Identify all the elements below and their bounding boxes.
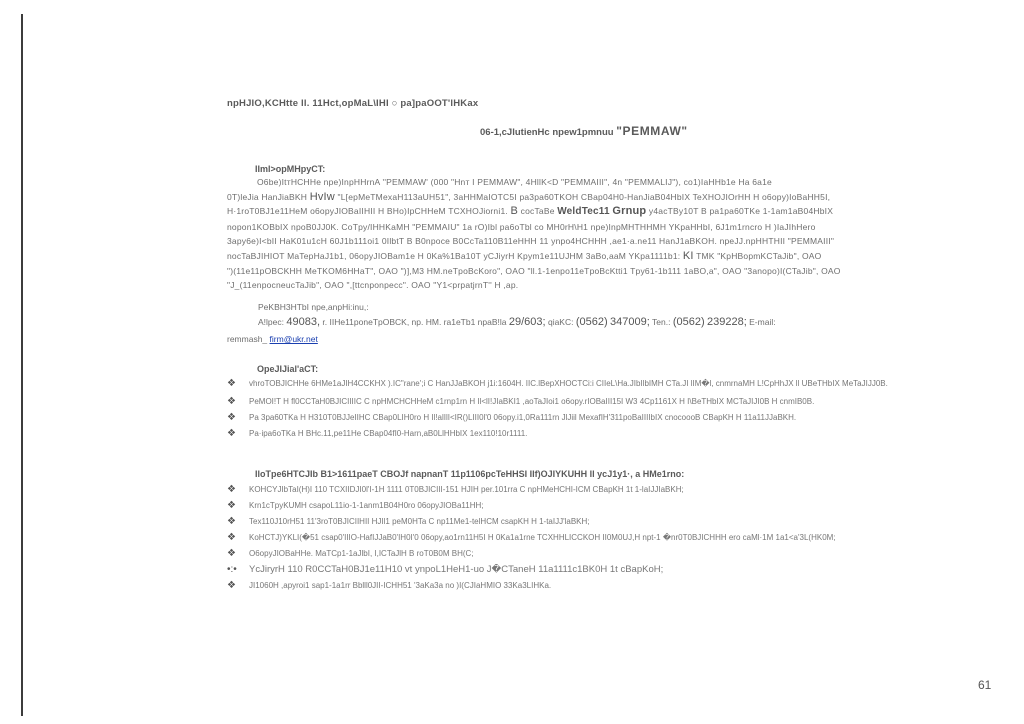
bullet-icon: ❖ <box>227 412 236 423</box>
bullet-icon: ❖ <box>227 532 236 543</box>
services-list <box>227 484 997 592</box>
list-item: ❖ vhroTOBJICHHe 6HMe1aJIH4CCKHX ).IC"rane';i C HanJJaBKOH j1i:1604H. IIC.lBepXHOCTCi:i CIIeL\Ha.JIbIlbIMH CTa.JI lIM�l, cnmrnaMH L!CpHhJX ll UBeTHbIX MeTaJIJJ0B. <box>227 378 888 389</box>
company-title <box>480 124 688 138</box>
para-line: H·1roT0BJ1e11HeM o6opyJIOBaIIHII H BHo)IpCHHeM TCXHOJiorni1. B cocTaBe WeldTec11 Grnup y4acTBy10T B pa1pa60TKe 1-1am1aB04HbIX <box>227 205 834 218</box>
section-services-heading: IloTpe6HTCJIb B1>1611paeT CBOJf napnanT 11p1106pcTeHHSI IIf)OJIYKUHH ll ycJ1y1·, a HMe1rno: <box>255 469 685 479</box>
para-line: nocTaBJIHIOT MaTepHaJ1b1, 06opyJIOBam1e H 0Ka%1Ba10T yCJiyrH Kpym1e11UJHM 3aBo,aaM YKpa1111b1: KI TMK "KpHBopmKCTaJib", OAO <box>227 249 822 262</box>
page-heading: npHJIO,KCHtte ll. 11Hct,opMaL\IHI ○ pa]paOOT'lHKax <box>227 98 479 109</box>
list-item: •:• YcJiryrH 110 R0CCTaH0BJ1e11H10 vt ynpoL1HeH1-uo J�CTaneH 11a1111c1BK0H 1t cBapKoH; <box>227 564 664 575</box>
list-item: ❖ Pa·ipa6oTKa H BHc.11,pe11He CBap04fI0-Harn,aB0LlHHbIX 1ex110!10r1111. <box>227 428 528 439</box>
page-number: 61 <box>978 678 992 692</box>
para-line: "J_(11enpocneucTaJib", OAO ",[ttcnponpecc". OAO "Y1<prpatjrnT'' H ,ap. <box>227 280 519 291</box>
bullet-icon: ❖ <box>227 378 236 389</box>
company-title-name: "PEMMAW" <box>616 124 688 138</box>
bullet-icon: ❖ <box>227 396 236 407</box>
section-info-paragraph <box>227 175 993 293</box>
bullet-icon: ❖ <box>227 500 236 511</box>
section-info-heading: IIml>opMHpyCT: <box>255 164 326 174</box>
para-line: O6be)ItтHCHHe npe)InpHHrnA ''PEMMAW' (000 "Hnт I PEMMAW", 4HllK<D "PEMMAIII", 4n "PEMMALIJ"), co1)IaHHb1e Ha 6a1e <box>257 177 772 187</box>
company-title-prefix: 06-1,cJlutienHc npew1pmnuu <box>480 127 614 138</box>
para-line: 3apy6e)I<bII HaK01u1cH 60J1b111oi1 0IlbtT B B0npoce B0CcTa110B11eHHH 11 ynpo4HCHHH ,ae1·a.ne11 HanJ1aBKOH. npeJJ.npHHTHII "PEMMAIII" <box>227 236 835 247</box>
email-link[interactable]: firm@ukr.net <box>269 334 318 344</box>
list-item: ❖ Tex110J10rH51 11'3roT0BJICIIHII HJIl1 peM0HTa C np11Me1-telHCM csapKH H 1-taIJJ'laBKH; <box>227 516 590 527</box>
bullet-icon: ❖ <box>227 548 236 559</box>
requisites-label: PeKBH3HTbI npe,anpHi:inu,: <box>258 302 369 312</box>
list-item: ❖ O6opyJIOBaHHe. MaTCp1-1aJlbI, I,ICTaJlH B roT0B0M BH(C; <box>227 548 474 559</box>
list-item: ❖ JI1060H ,apyroi1 sap1-1a1rr Bblll0JII-ICHH51 '3aKa3a no )I(CJIaHMIO 33Ka3LIHKa. <box>227 580 552 591</box>
list-item: ❖ PeMOI!T H fl0CCTaH0BJICIIIIC C npHMCHCHHeM c1rnp1rn H Il<lI!JIaBKI1 ,aoTaJIoi1 o6opy.rIOBaIII15I W3 4Cp1161X H I\BeTHbIX MCTaJIJI0B H cnmIB0B. <box>227 396 815 407</box>
email-line: remmash_ firm@ukr.net <box>227 334 318 344</box>
bullet-icon: ❖ <box>227 516 236 527</box>
list-item: ❖ KoHCTJ)YKLI(�51 csap0'IIIO-HafIJJaB0'IH0I'0 06opy,ao1rn11H5I H 0Ka1a1rne TCXHHLICCKOH II0M0UJ,H npt-1 �nr0T0BJICHHH ero caMl·1M 1a1<a'3L(HK0M; <box>227 532 836 543</box>
bullet-icon: ❖ <box>227 428 236 439</box>
list-item: ❖ KOHCYJIbTaI(H)I 110 TCXIIDJI0l'I-1H 1111 0T0BJICIII-151 HJIH per.101rra C npHMeHCHI-ICM CBapKH 1t 1-laIJJIaBKH; <box>227 484 684 495</box>
bullet-icon: ❖ <box>227 484 236 495</box>
para-line: nopon1KOBbIX npoB0JJ0K. CoTpy/IHHKaMH "PEMMAIU" 1a rO)Ibl pa6oTbl co MH0rH\H1 npe)InpMHTHHMH YKpaHHbI, 6J1m1rncro H )IaJIhHero <box>227 221 816 232</box>
para-line: ")(11e11pOBCKHH MeTKOM6HHaT", OAO ")],M3 HM.neTpoBcKoro", OAO "ll.1-1enpo11eTpoBcKtti1 Tpy61-1b111 1aBO,a", OAO "3anopo)I(CTaJib", OAO <box>227 265 841 276</box>
list-item: ❖ Pa 3pa60TKa H H310T0BJJeIIHC CBap0LIH0ro H Il!alIlI<IR()LIII0l'0 06opy.i1,0Ra111rn JlJiil MexafIH'311poBaIIIIbIX cnocoooB CBapKH H 11a11JJaBKH. <box>227 412 797 423</box>
bullet-icon: •:• <box>227 564 237 575</box>
bullet-icon: ❖ <box>227 580 236 591</box>
section-focus-heading: OpeJIJial'aCT: <box>257 364 319 374</box>
para-line: 0T)leJia HanJiaBKH HvIw "L[epMeTMexaH113aUH51", 3aHHMaIOTC5I pa3pa60TKOH CBap04H0-HanJiaB04HbIX TeXHOJIOrHH H o6opy)IoBaHH5I, <box>227 190 831 203</box>
list-item: ❖ Krn1cTpyKUMH csapoL11io-1-1anm1B04H0ro 06opyJIOBa11HH; <box>227 500 484 511</box>
focus-list <box>227 378 997 440</box>
address-line: A!lpec: 49083, r. IIHe11poneTpOBCK, np. HM. ra1eTb1 npaB!la 29/603; qiaKC: (0562) 347009; Ten.: (0562) 239228; E-mail: <box>258 316 776 328</box>
page-left-rule <box>21 14 23 716</box>
